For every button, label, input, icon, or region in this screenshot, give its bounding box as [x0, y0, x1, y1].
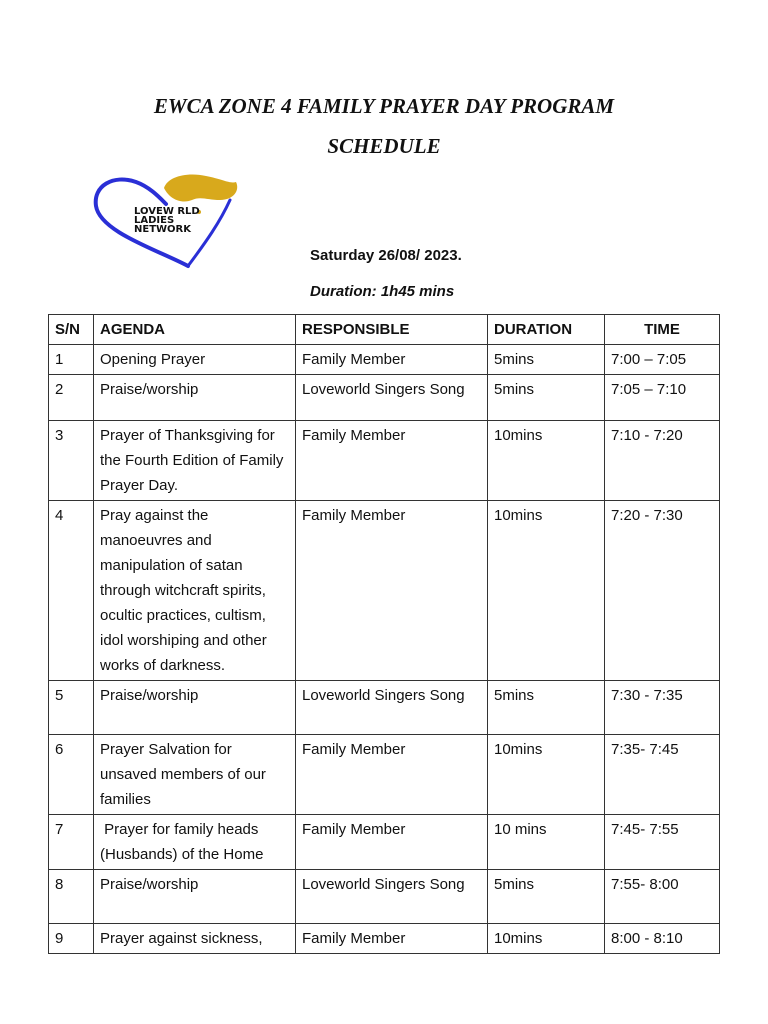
logo-graphic	[88, 170, 248, 270]
cell-duration: 5mins	[488, 345, 605, 375]
cell-agenda: Pray against the manoeuvres and manipulation of satan through witchcraft spirits, ocultic practices, cultism, idol worshiping and other works of darkness.	[94, 501, 296, 681]
cell-responsible: Family Member	[296, 735, 488, 815]
document-title: EWCA ZONE 4 FAMILY PRAYER DAY PROGRAM	[153, 94, 615, 118]
header-responsible: RESPONSIBLE	[296, 315, 488, 345]
table-row	[49, 870, 720, 924]
header-time: TIME	[605, 315, 720, 345]
table-row	[49, 681, 720, 735]
cell-duration: 10mins	[488, 924, 605, 954]
cell-sn: 8	[49, 870, 94, 924]
table-row	[49, 345, 720, 375]
cell-duration: 5mins	[488, 375, 605, 421]
logo-text-line1: LOVEW RLD	[134, 206, 200, 217]
event-date: Saturday 26/08/ 2023.	[310, 247, 462, 264]
table-row	[49, 815, 720, 870]
table-row	[49, 421, 720, 501]
logo-text-line2: LADIES	[134, 215, 175, 226]
cell-duration: 10mins	[488, 421, 605, 501]
table-row	[49, 375, 720, 421]
cell-agenda: Prayer for family heads (Husbands) of the Home	[94, 815, 296, 870]
cell-agenda: Praise/worship	[94, 870, 296, 924]
cell-responsible: Loveworld Singers Song	[296, 681, 488, 735]
document-subtitle: SCHEDULE	[327, 134, 441, 158]
cell-time: 7:55- 8:00	[605, 870, 720, 924]
cell-sn: 1	[49, 345, 94, 375]
cell-sn: 6	[49, 735, 94, 815]
cell-time: 7:10 - 7:20	[605, 421, 720, 501]
event-duration: Duration: 1h45 mins	[310, 283, 455, 300]
cell-sn: 2	[49, 375, 94, 421]
cell-duration: 10mins	[488, 501, 605, 681]
cell-agenda: Praise/worship	[94, 681, 296, 735]
cell-responsible: Family Member	[296, 501, 488, 681]
cell-time: 7:20 - 7:30	[605, 501, 720, 681]
table-header-row	[49, 315, 720, 345]
table-row	[49, 735, 720, 815]
cell-responsible: Family Member	[296, 345, 488, 375]
cell-duration: 10mins	[488, 735, 605, 815]
cell-responsible: Family Member	[296, 421, 488, 501]
header-sn: S/N	[49, 315, 94, 345]
cell-sn: 3	[49, 421, 94, 501]
cell-sn: 7	[49, 815, 94, 870]
schedule-table	[48, 314, 720, 954]
cell-time: 7:35- 7:45	[605, 735, 720, 815]
cell-responsible: Family Member	[296, 815, 488, 870]
cell-time: 7:00 – 7:05	[605, 345, 720, 375]
cell-duration: 10 mins	[488, 815, 605, 870]
cell-duration: 5mins	[488, 870, 605, 924]
cell-responsible: Loveworld Singers Song	[296, 870, 488, 924]
cell-agenda: Praise/worship	[94, 375, 296, 421]
cell-time: 7:05 – 7:10	[605, 375, 720, 421]
cell-time: 7:45- 7:55	[605, 815, 720, 870]
table-row	[49, 924, 720, 954]
cell-sn: 5	[49, 681, 94, 735]
cell-agenda: Opening Prayer	[94, 345, 296, 375]
cell-time: 7:30 - 7:35	[605, 681, 720, 735]
cell-responsible: Loveworld Singers Song	[296, 375, 488, 421]
cell-sn: 9	[49, 924, 94, 954]
cell-sn: 4	[49, 501, 94, 681]
header-agenda: AGENDA	[94, 315, 296, 345]
cell-agenda: Prayer of Thanksgiving for the Fourth Edition of Family Prayer Day.	[94, 421, 296, 501]
cell-time: 8:00 - 8:10	[605, 924, 720, 954]
cell-agenda: Prayer Salvation for unsaved members of our families	[94, 735, 296, 815]
logo-text-line3: NETWORK	[134, 224, 192, 235]
cell-responsible: Family Member	[296, 924, 488, 954]
cell-agenda: Prayer against sickness,	[94, 924, 296, 954]
cell-duration: 5mins	[488, 681, 605, 735]
header-duration: DURATION	[488, 315, 605, 345]
table-row	[49, 501, 720, 681]
loveworld-ladies-network-logo	[88, 170, 248, 270]
